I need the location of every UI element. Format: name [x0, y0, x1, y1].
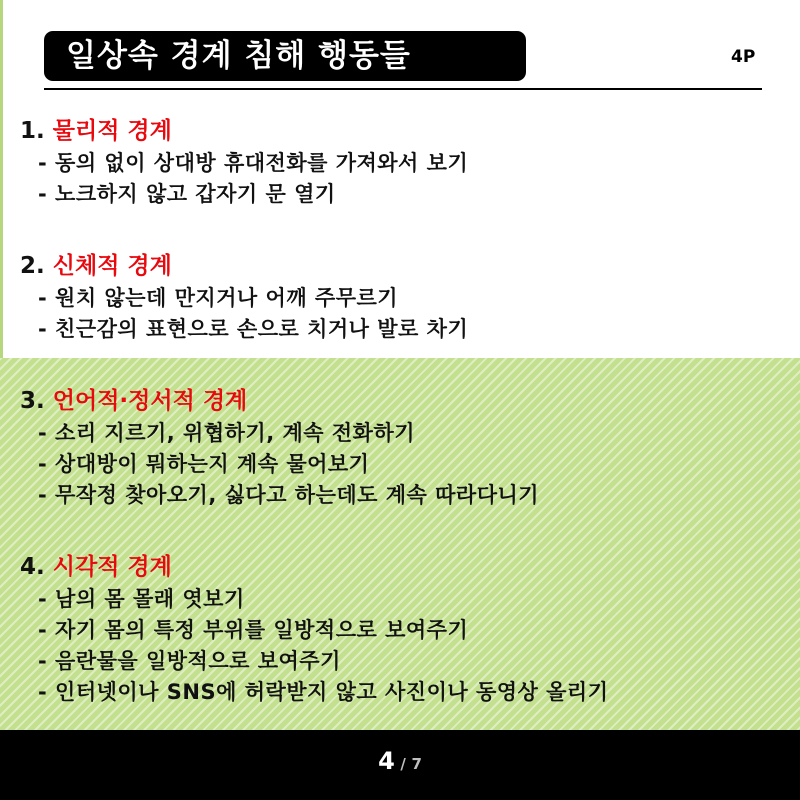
page-label: 4P [731, 47, 756, 67]
section-number: 1. [20, 118, 45, 144]
section-heading [20, 249, 468, 283]
list-item: - 자기 몸의 특정 부위를 일방적으로 보여주기 [38, 618, 469, 642]
section-title: 신체적 경계 [52, 253, 172, 279]
section-title: 시각적 경계 [52, 554, 172, 580]
section-visual [20, 550, 609, 708]
list-item: - 노크하지 않고 갑자기 문 열기 [38, 182, 336, 206]
total-pages: 7 [411, 755, 422, 773]
current-page: 4 [378, 747, 395, 775]
list-item: - 음란물을 일방적으로 보여주기 [38, 649, 341, 673]
section-number: 4. [20, 554, 45, 580]
title-divider [44, 88, 762, 90]
section-heading [20, 114, 468, 148]
section-heading [20, 384, 539, 418]
list-item: - 무작정 찾아오기, 싫다고 하는데도 계속 따라다니기 [38, 483, 540, 507]
list-item: - 친근감의 표현으로 손으로 치거나 발로 차기 [38, 317, 469, 341]
section-number: 2. [20, 253, 45, 279]
list-item: - 상대방이 뭐하는지 계속 물어보기 [38, 452, 370, 476]
list-item: - 남의 몸 몰래 엿보기 [38, 587, 245, 611]
list-item: - 인터넷이나 SNS에 허락받지 않고 사진이나 동영상 올리기 [38, 680, 609, 704]
section-body [20, 249, 468, 345]
section-title: 언어적·정서적 경계 [52, 388, 248, 414]
section-physical [20, 114, 468, 210]
list-item: - 동의 없이 상대방 휴대전화를 가져와서 보기 [38, 151, 469, 175]
section-title: 물리적 경계 [52, 118, 172, 144]
list-item: - 소리 지르기, 위협하기, 계속 전화하기 [38, 421, 416, 445]
page-indicator [0, 747, 800, 775]
section-verbal-emotional [20, 384, 539, 511]
list-item: - 원치 않는데 만지거나 어깨 주무르기 [38, 286, 399, 310]
page-separator: / [400, 755, 406, 773]
left-accent-stripe [0, 0, 3, 360]
page-title: 일상속 경계 침해 행동들 [44, 31, 526, 81]
section-heading [20, 550, 609, 584]
section-number: 3. [20, 388, 45, 414]
